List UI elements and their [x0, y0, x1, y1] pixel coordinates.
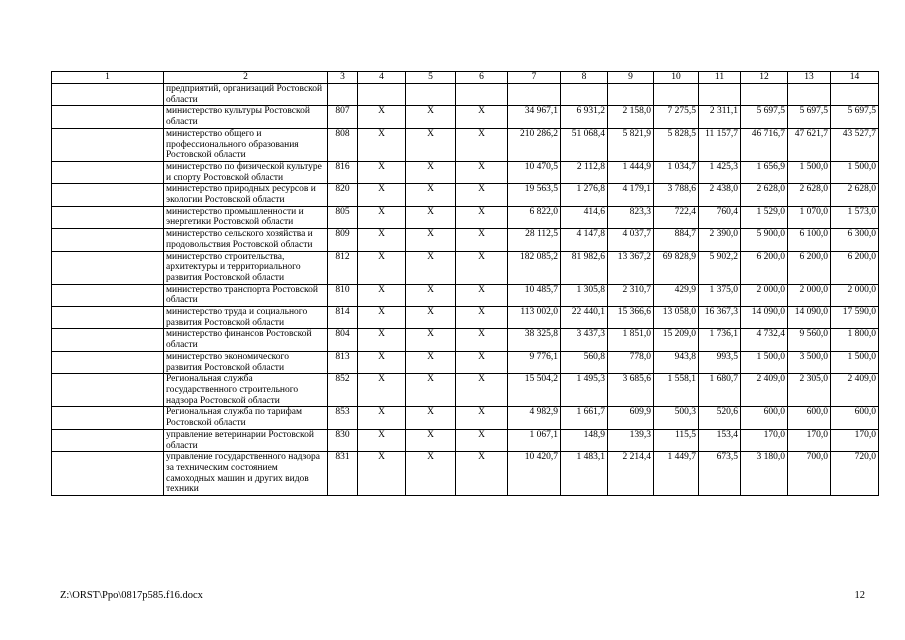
amount-cell: 13 367,2 [608, 251, 654, 284]
amount-cell: 5 697,5 [788, 106, 831, 128]
amount-cell: 1 500,0 [831, 351, 879, 373]
department-code: 853 [328, 407, 358, 429]
amount-cell: 1 529,0 [741, 206, 788, 228]
column-6-cell: Х [456, 106, 508, 128]
column-5-cell: Х [406, 184, 456, 206]
file-path: Z:\ORST\Ppo\0817p585.f16.docx [60, 590, 203, 601]
blank-cell [52, 251, 164, 284]
column-6-cell: Х [456, 374, 508, 407]
amount-cell: 884,7 [654, 229, 699, 251]
column-5-cell [406, 84, 456, 106]
organization-name: министерство сельского хозяйства и продовольствия Ростовской области [164, 229, 328, 251]
column-5-cell: Х [406, 452, 456, 496]
amount-cell: 1 736,1 [699, 329, 741, 351]
amount-cell: 600,0 [831, 407, 879, 429]
organization-name: управление государственного надзора за техническим состоянием самоходных машин и других видов техники [164, 452, 328, 496]
amount-cell: 3 500,0 [788, 351, 831, 373]
amount-cell: 943,8 [654, 351, 699, 373]
amount-cell: 6 200,0 [741, 251, 788, 284]
table-row [52, 452, 879, 496]
amount-cell: 2 311,1 [699, 106, 741, 128]
amount-cell: 6 300,0 [831, 229, 879, 251]
column-6-cell: Х [456, 128, 508, 161]
amount-cell: 153,4 [699, 429, 741, 451]
organization-name: министерство транспорта Ростовской области [164, 284, 328, 306]
amount-cell: 2 628,0 [788, 184, 831, 206]
amount-cell: 2 409,0 [741, 374, 788, 407]
amount-cell: 560,8 [561, 351, 608, 373]
amount-cell: 1 800,0 [831, 329, 879, 351]
column-5-cell: Х [406, 161, 456, 183]
table-row [52, 84, 879, 106]
page-number: 12 [854, 590, 865, 601]
column-6-cell: Х [456, 161, 508, 183]
amount-cell: 1 661,7 [561, 407, 608, 429]
column-4-cell: Х [358, 429, 406, 451]
department-code: 830 [328, 429, 358, 451]
column-4-cell: Х [358, 407, 406, 429]
blank-cell [52, 307, 164, 329]
department-code: 805 [328, 206, 358, 228]
department-code: 813 [328, 351, 358, 373]
column-6-cell: Х [456, 206, 508, 228]
column-4-cell: Х [358, 351, 406, 373]
amount-cell: 14 090,0 [741, 307, 788, 329]
organization-name: управление ветеринарии Ростовской области [164, 429, 328, 451]
amount-cell: 17 590,0 [831, 307, 879, 329]
department-code: 804 [328, 329, 358, 351]
amount-cell: 14 090,0 [788, 307, 831, 329]
amount-cell: 4 037,7 [608, 229, 654, 251]
amount-cell: 1 276,8 [561, 184, 608, 206]
amount-cell: 15 209,0 [654, 329, 699, 351]
amount-cell: 15 366,6 [608, 307, 654, 329]
department-code: 808 [328, 128, 358, 161]
amount-cell [788, 84, 831, 106]
amount-cell: 2 000,0 [741, 284, 788, 306]
table-row [52, 106, 879, 128]
table-row [52, 206, 879, 228]
amount-cell: 1 449,7 [654, 452, 699, 496]
column-5-cell: Х [406, 329, 456, 351]
amount-cell: 6 200,0 [831, 251, 879, 284]
amount-cell: 19 563,5 [508, 184, 561, 206]
amount-cell: 1 656,9 [741, 161, 788, 183]
amount-cell: 170,0 [831, 429, 879, 451]
amount-cell: 760,4 [699, 206, 741, 228]
blank-cell [52, 452, 164, 496]
organization-name: министерство по физической культуре и спорту Ростовской области [164, 161, 328, 183]
blank-cell [52, 161, 164, 183]
table-row [52, 161, 879, 183]
amount-cell: 778,0 [608, 351, 654, 373]
column-header: 8 [561, 72, 608, 84]
amount-cell: 1 573,0 [831, 206, 879, 228]
column-4-cell: Х [358, 206, 406, 228]
column-6-cell: Х [456, 351, 508, 373]
column-4-cell: Х [358, 374, 406, 407]
amount-cell [561, 84, 608, 106]
amount-cell: 6 822,0 [508, 206, 561, 228]
amount-cell: 10 485,7 [508, 284, 561, 306]
blank-cell [52, 128, 164, 161]
amount-cell: 1 500,0 [831, 161, 879, 183]
amount-cell: 9 560,0 [788, 329, 831, 351]
column-5-cell: Х [406, 284, 456, 306]
amount-cell: 4 147,8 [561, 229, 608, 251]
amount-cell: 13 058,0 [654, 307, 699, 329]
blank-cell [52, 329, 164, 351]
column-header: 14 [831, 72, 879, 84]
column-4-cell [358, 84, 406, 106]
amount-cell [608, 84, 654, 106]
amount-cell: 6 931,2 [561, 106, 608, 128]
amount-cell: 139,3 [608, 429, 654, 451]
amount-cell: 1 500,0 [788, 161, 831, 183]
column-5-cell: Х [406, 429, 456, 451]
amount-cell: 113 002,0 [508, 307, 561, 329]
column-5-cell: Х [406, 229, 456, 251]
department-code: 810 [328, 284, 358, 306]
amount-cell: 720,0 [831, 452, 879, 496]
table-row [52, 407, 879, 429]
organization-name: Региональная служба государственного строительного надзора Ростовской области [164, 374, 328, 407]
organization-name: министерство строительства, архитектуры и территориального развития Ростовской области [164, 251, 328, 284]
amount-cell: 700,0 [788, 452, 831, 496]
department-code: 831 [328, 452, 358, 496]
column-header: 1 [52, 72, 164, 84]
column-5-cell: Х [406, 106, 456, 128]
header-row [52, 72, 879, 84]
amount-cell [654, 84, 699, 106]
amount-cell: 2 390,0 [699, 229, 741, 251]
column-4-cell: Х [358, 284, 406, 306]
amount-cell: 28 112,5 [508, 229, 561, 251]
amount-cell: 3 180,0 [741, 452, 788, 496]
amount-cell: 429,9 [654, 284, 699, 306]
amount-cell: 1 500,0 [741, 351, 788, 373]
column-4-cell: Х [358, 128, 406, 161]
amount-cell: 1 067,1 [508, 429, 561, 451]
blank-cell [52, 374, 164, 407]
amount-cell: 1 495,3 [561, 374, 608, 407]
amount-cell: 1 680,7 [699, 374, 741, 407]
amount-cell: 2 112,8 [561, 161, 608, 183]
organization-name: министерство культуры Ростовской области [164, 106, 328, 128]
amount-cell: 210 286,2 [508, 128, 561, 161]
blank-cell [52, 229, 164, 251]
column-6-cell: Х [456, 329, 508, 351]
column-header: 3 [328, 72, 358, 84]
amount-cell: 9 776,1 [508, 351, 561, 373]
column-header: 11 [699, 72, 741, 84]
amount-cell: 609,9 [608, 407, 654, 429]
amount-cell: 47 621,7 [788, 128, 831, 161]
column-header: 5 [406, 72, 456, 84]
amount-cell: 1 375,0 [699, 284, 741, 306]
amount-cell: 81 982,6 [561, 251, 608, 284]
column-4-cell: Х [358, 307, 406, 329]
table-row [52, 429, 879, 451]
amount-cell: 46 716,7 [741, 128, 788, 161]
column-5-cell: Х [406, 307, 456, 329]
organization-name: министерство промышленности и энергетики Ростовской области [164, 206, 328, 228]
organization-name: министерство экономического развития Ростовской области [164, 351, 328, 373]
table-row [52, 251, 879, 284]
column-6-cell: Х [456, 229, 508, 251]
amount-cell: 520,6 [699, 407, 741, 429]
organization-name: Региональная служба по тарифам Ростовской области [164, 407, 328, 429]
department-code: 809 [328, 229, 358, 251]
amount-cell: 5 902,2 [699, 251, 741, 284]
amount-cell: 2 628,0 [831, 184, 879, 206]
amount-cell: 993,5 [699, 351, 741, 373]
amount-cell: 1 034,7 [654, 161, 699, 183]
amount-cell: 148,9 [561, 429, 608, 451]
amount-cell: 170,0 [788, 429, 831, 451]
table-row [52, 351, 879, 373]
column-header: 9 [608, 72, 654, 84]
amount-cell: 6 200,0 [788, 251, 831, 284]
column-header: 4 [358, 72, 406, 84]
column-5-cell: Х [406, 251, 456, 284]
column-4-cell: Х [358, 251, 406, 284]
organization-name: министерство общего и профессионального образования Ростовской области [164, 128, 328, 161]
amount-cell: 22 440,1 [561, 307, 608, 329]
amount-cell [831, 84, 879, 106]
amount-cell [699, 84, 741, 106]
department-code: 820 [328, 184, 358, 206]
amount-cell: 1 558,1 [654, 374, 699, 407]
department-code: 812 [328, 251, 358, 284]
amount-cell: 4 179,1 [608, 184, 654, 206]
amount-cell: 4 982,9 [508, 407, 561, 429]
amount-cell: 51 068,4 [561, 128, 608, 161]
amount-cell: 10 470,5 [508, 161, 561, 183]
blank-cell [52, 284, 164, 306]
column-4-cell: Х [358, 161, 406, 183]
amount-cell: 170,0 [741, 429, 788, 451]
amount-cell: 3 437,3 [561, 329, 608, 351]
department-code [328, 84, 358, 106]
column-6-cell: Х [456, 452, 508, 496]
amount-cell: 1 851,0 [608, 329, 654, 351]
amount-cell: 5 900,0 [741, 229, 788, 251]
column-5-cell: Х [406, 374, 456, 407]
blank-cell [52, 206, 164, 228]
amount-cell: 5 697,5 [831, 106, 879, 128]
blank-cell [52, 429, 164, 451]
column-header: 13 [788, 72, 831, 84]
amount-cell: 182 085,2 [508, 251, 561, 284]
amount-cell: 2 214,4 [608, 452, 654, 496]
table-row [52, 307, 879, 329]
amount-cell [508, 84, 561, 106]
amount-cell: 38 325,8 [508, 329, 561, 351]
amount-cell: 11 157,7 [699, 128, 741, 161]
amount-cell: 6 100,0 [788, 229, 831, 251]
amount-cell: 500,3 [654, 407, 699, 429]
table-row [52, 229, 879, 251]
organization-name: министерство природных ресурсов и экологии Ростовской области [164, 184, 328, 206]
amount-cell: 2 305,0 [788, 374, 831, 407]
column-header: 10 [654, 72, 699, 84]
column-4-cell: Х [358, 184, 406, 206]
column-4-cell: Х [358, 106, 406, 128]
column-6-cell: Х [456, 184, 508, 206]
amount-cell: 673,5 [699, 452, 741, 496]
column-6-cell: Х [456, 251, 508, 284]
amount-cell: 10 420,7 [508, 452, 561, 496]
amount-cell: 5 821,9 [608, 128, 654, 161]
amount-cell: 1 483,1 [561, 452, 608, 496]
amount-cell: 2 158,0 [608, 106, 654, 128]
column-4-cell: Х [358, 229, 406, 251]
amount-cell: 2 409,0 [831, 374, 879, 407]
department-code: 814 [328, 307, 358, 329]
department-code: 852 [328, 374, 358, 407]
organization-name: предприятий, организаций Ростовской области [164, 84, 328, 106]
amount-cell: 823,3 [608, 206, 654, 228]
amount-cell: 1 425,3 [699, 161, 741, 183]
organization-name: министерство труда и социального развития Ростовской области [164, 307, 328, 329]
amount-cell: 600,0 [788, 407, 831, 429]
table-row [52, 284, 879, 306]
column-6-cell [456, 84, 508, 106]
column-4-cell: Х [358, 452, 406, 496]
amount-cell: 2 310,7 [608, 284, 654, 306]
blank-cell [52, 351, 164, 373]
amount-cell: 1 305,8 [561, 284, 608, 306]
column-6-cell: Х [456, 307, 508, 329]
amount-cell: 3 788,6 [654, 184, 699, 206]
amount-cell: 1 070,0 [788, 206, 831, 228]
blank-cell [52, 84, 164, 106]
amount-cell: 4 732,4 [741, 329, 788, 351]
table-row [52, 374, 879, 407]
amount-cell: 5 828,5 [654, 128, 699, 161]
department-code: 807 [328, 106, 358, 128]
column-header: 7 [508, 72, 561, 84]
amount-cell: 3 685,6 [608, 374, 654, 407]
column-header: 6 [456, 72, 508, 84]
column-5-cell: Х [406, 351, 456, 373]
amount-cell: 7 275,5 [654, 106, 699, 128]
budget-table [51, 71, 879, 496]
column-6-cell: Х [456, 429, 508, 451]
column-header: 2 [164, 72, 328, 84]
amount-cell: 2 438,0 [699, 184, 741, 206]
amount-cell: 2 000,0 [831, 284, 879, 306]
column-header: 12 [741, 72, 788, 84]
amount-cell: 43 527,7 [831, 128, 879, 161]
column-6-cell: Х [456, 407, 508, 429]
column-5-cell: Х [406, 206, 456, 228]
amount-cell: 5 697,5 [741, 106, 788, 128]
column-6-cell: Х [456, 284, 508, 306]
amount-cell: 2 000,0 [788, 284, 831, 306]
department-code: 816 [328, 161, 358, 183]
blank-cell [52, 106, 164, 128]
amount-cell: 414,6 [561, 206, 608, 228]
column-4-cell: Х [358, 329, 406, 351]
blank-cell [52, 407, 164, 429]
amount-cell: 115,5 [654, 429, 699, 451]
amount-cell: 1 444,9 [608, 161, 654, 183]
table-row [52, 184, 879, 206]
amount-cell [741, 84, 788, 106]
table-row [52, 329, 879, 351]
amount-cell: 34 967,1 [508, 106, 561, 128]
column-5-cell: Х [406, 407, 456, 429]
amount-cell: 2 628,0 [741, 184, 788, 206]
organization-name: министерство финансов Ростовской области [164, 329, 328, 351]
blank-cell [52, 184, 164, 206]
table-row [52, 128, 879, 161]
amount-cell: 600,0 [741, 407, 788, 429]
amount-cell: 69 828,9 [654, 251, 699, 284]
column-5-cell: Х [406, 128, 456, 161]
amount-cell: 16 367,3 [699, 307, 741, 329]
amount-cell: 722,4 [654, 206, 699, 228]
amount-cell: 15 504,2 [508, 374, 561, 407]
